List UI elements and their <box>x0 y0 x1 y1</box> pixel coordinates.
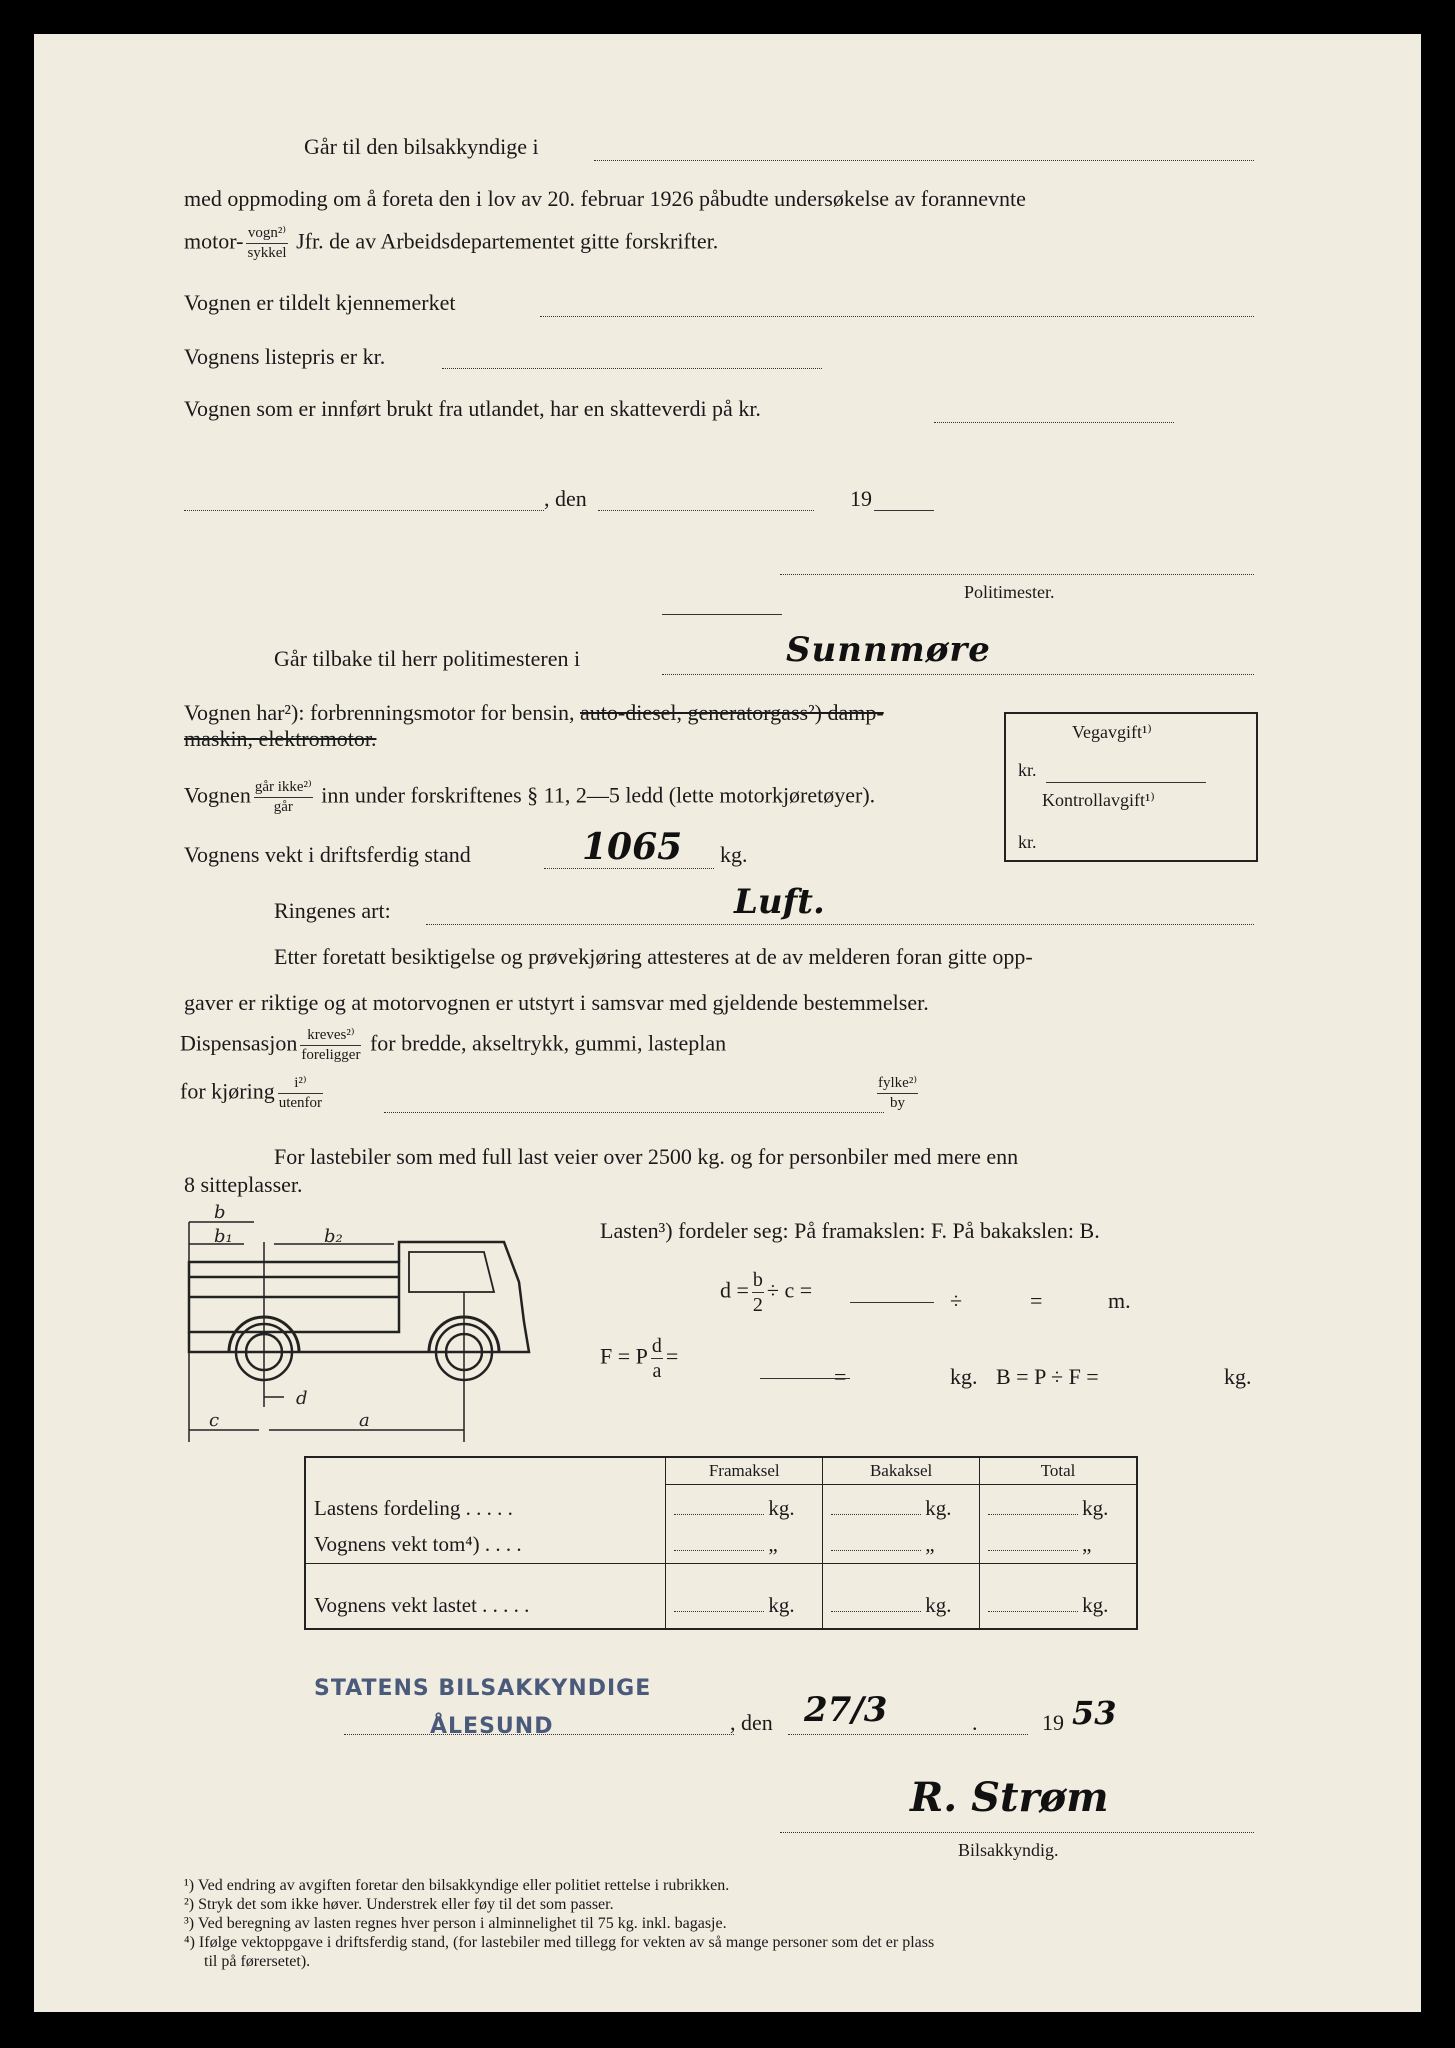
police-place-field[interactable] <box>184 510 544 511</box>
diagram-label-a: a <box>359 1410 370 1431</box>
cell-unit: kg. <box>1082 1593 1109 1617</box>
diagram-label-b2: b₂ <box>324 1226 343 1247</box>
dispensasjon-prefix: Dispensasjon <box>180 1030 298 1056</box>
d-eq: = <box>1030 1288 1043 1313</box>
tires-label: Ringenes art: <box>274 898 391 923</box>
f-eq1: = <box>665 1343 679 1369</box>
d-frac-top: b <box>752 1269 763 1291</box>
kjoring-fraction <box>278 1076 323 1111</box>
weight-value-handwritten: 1065 <box>582 826 683 868</box>
f-frac-bottom: a <box>652 1360 662 1382</box>
row-label: Lastens fordeling . . . . . <box>314 1496 513 1520</box>
weight-field[interactable] <box>544 868 714 869</box>
lasten-line: Lasten³) fordeler seg: På framakslen: F. På bakakslen: B. <box>600 1218 1100 1243</box>
form-page <box>34 34 1421 2012</box>
d-mid: ÷ c = <box>766 1277 813 1303</box>
regulations-reference: Jfr. de av Arbeidsdepartementet gitte forskrifter. <box>296 228 719 254</box>
load-distribution-table <box>304 1456 1138 1630</box>
kjoring-prefix: for kjøring <box>180 1078 275 1104</box>
header-line-2: med oppmoding om å foreta den i lov av 20. februar 1926 påbudte undersøkelse av forannevnte <box>184 186 1026 211</box>
date-dot: . <box>972 1710 978 1735</box>
kontrollavgift-label: Kontrollavgift¹⁾ <box>1042 790 1155 810</box>
b-unit: kg. <box>1224 1364 1252 1389</box>
skatteverdi-field[interactable] <box>934 422 1174 423</box>
cell-field[interactable] <box>831 1532 921 1551</box>
fraction-bottom: sykkel <box>247 245 287 261</box>
header-bakaksel: Bakaksel <box>823 1457 980 1485</box>
cell-field[interactable] <box>831 1593 921 1612</box>
f-frac-top: d <box>651 1335 662 1357</box>
table-row <box>305 1521 1137 1564</box>
diagram-label-b1: b₁ <box>214 1226 233 1247</box>
section-divider <box>662 614 782 615</box>
police-den-label: , den <box>544 486 587 511</box>
fylke-label: fylke²⁾ <box>877 1076 918 1094</box>
gar-fraction-top: går ikke²⁾ <box>254 780 313 798</box>
dispensasjon-suffix: for bredde, akseltrykk, gummi, lasteplan <box>369 1030 727 1056</box>
diagram-label-c: c <box>209 1410 220 1431</box>
date-den: , den <box>730 1710 773 1735</box>
bilsakkyndig-signature-line[interactable] <box>780 1832 1254 1833</box>
date-year-prefix: 19 <box>1042 1710 1064 1735</box>
cell-field[interactable] <box>674 1532 764 1551</box>
stamp-line-1: STATENS BILSAKKYNDIGE <box>314 1676 652 1701</box>
lastebiler-line-1: For lastebiler som med full last veier over 2500 kg. og for personbiler med mere enn <box>274 1144 1019 1169</box>
footnote-1: ¹) Ved endring av avgiften foretar den bilsakkyndige eller politiet rettelse i rubrikken. <box>184 1877 730 1894</box>
cell-unit: kg. <box>925 1496 952 1520</box>
kjoring-fraction-top: i²⁾ <box>278 1076 323 1094</box>
row-label: Vognens vekt lastet . . . . . <box>314 1593 530 1617</box>
motor-prefix: motor- <box>184 228 244 254</box>
gar-fraction-bottom: går <box>273 799 293 815</box>
skatteverdi-label: Vognen som er innført brukt fra utlandet, har en skatteverdi på kr. <box>184 396 761 421</box>
kontrollavgift-kr: kr. <box>1018 832 1037 852</box>
cell-field[interactable] <box>674 1496 764 1515</box>
motor-struck-text-1: auto-diesel, generatorgass²) damp- <box>580 700 884 725</box>
attest-line-2: gaver er riktige og at motorvognen er utstyrt i samsvar med gjeldende bestemmelser. <box>184 990 929 1015</box>
f-formula <box>600 1336 678 1381</box>
dispensasjon-line <box>180 1028 726 1063</box>
vognen-gar-line <box>184 780 875 815</box>
kjennemerke-label: Vognen er tildelt kjennemerket <box>184 290 456 315</box>
cell-field[interactable] <box>674 1593 764 1612</box>
kjoring-field[interactable] <box>384 1112 884 1113</box>
d-unit: m. <box>1108 1288 1131 1313</box>
politimester-label: Politimester. <box>964 582 1055 602</box>
d-frac-bottom: 2 <box>752 1294 763 1316</box>
vegavgift-field[interactable] <box>1046 782 1206 783</box>
kjoring-fraction-bottom: utenfor <box>278 1095 323 1111</box>
vognen-gar-prefix: Vognen <box>184 782 251 808</box>
stamp-line-2: ÅLESUND <box>430 1714 554 1739</box>
bilsakkyndig-label: Bilsakkyndig. <box>958 1840 1059 1860</box>
d-value-1-field[interactable] <box>850 1302 934 1303</box>
cell-unit: kg. <box>768 1496 795 1520</box>
lastebiler-line-2: 8 sitteplasser. <box>184 1172 303 1197</box>
vogn-sykkel-fraction <box>246 226 287 261</box>
f-unit: kg. <box>950 1364 978 1389</box>
date-handwritten: 27/3 <box>804 1690 888 1730</box>
signature-handwritten: R. Strøm <box>910 1774 1109 1821</box>
footnote-2: ²) Stryk det som ikke høver. Understrek eller føy til det som passer. <box>184 1896 614 1913</box>
weight-label: Vognens vekt i driftsferdig stand <box>184 842 471 867</box>
d-formula <box>720 1270 812 1315</box>
vegavgift-label: Vegavgift¹⁾ <box>1072 722 1152 742</box>
header-line-3 <box>184 226 718 261</box>
weight-unit: kg. <box>720 842 748 867</box>
listepris-field[interactable] <box>442 368 822 369</box>
dispensasjon-fraction-top: kreves²⁾ <box>300 1028 361 1046</box>
cell-unit: „ <box>768 1532 778 1556</box>
fraction-top: vogn²⁾ <box>246 226 287 244</box>
tires-value-handwritten: Luft. <box>734 882 825 922</box>
return-place-field[interactable] <box>662 674 1254 675</box>
motor-struck-text-2: maskin, elektromotor. <box>184 726 377 751</box>
truck-diagram <box>184 1202 604 1452</box>
attest-line-1: Etter foretatt besiktigelse og prøvekjøring attesteres at de av melderen foran gitte opp- <box>274 944 1033 969</box>
diagram-label-d: d <box>296 1388 308 1409</box>
table-row <box>305 1485 1137 1522</box>
f-prefix: F = P <box>600 1343 648 1369</box>
return-line: Går tilbake til herr politimesteren i <box>274 646 581 671</box>
header-line-1: Går til den bilsakkyndige i <box>304 134 539 159</box>
kjoring-line <box>180 1076 326 1111</box>
table-row <box>305 1564 1137 1630</box>
date-year-handwritten: 53 <box>1072 1694 1117 1732</box>
d-prefix: d = <box>720 1277 749 1303</box>
f-eq2: = <box>834 1364 847 1389</box>
vognen-gar-suffix: inn under forskriftenes § 11, 2—5 ledd (lette motorkjøretøyer). <box>321 782 876 808</box>
dispensasjon-fraction <box>300 1028 361 1063</box>
listepris-label: Vognens listepris er kr. <box>184 344 386 369</box>
cell-unit: „ <box>1082 1532 1092 1556</box>
motor-line-1 <box>184 700 884 726</box>
fee-box <box>1004 712 1258 862</box>
footnote-4: ⁴) Ifølge vektoppgave i driftsferdig stand, (for lastebiler med tillegg for vekten av så mange personer som det er plass <box>184 1934 935 1951</box>
inspector-place-sign-field[interactable] <box>344 1734 734 1735</box>
row-label: Vognens vekt tom⁴) . . . . <box>314 1532 522 1556</box>
cell-field[interactable] <box>988 1532 1078 1551</box>
tires-field[interactable] <box>426 924 1254 925</box>
police-year-prefix: 19 <box>850 486 872 511</box>
cell-unit: kg. <box>925 1593 952 1617</box>
police-year-field[interactable] <box>874 510 934 511</box>
cell-field[interactable] <box>988 1496 1078 1515</box>
fylke-by-fraction <box>874 1076 921 1111</box>
handwritten-place: Sunnmøre <box>786 630 991 670</box>
cell-unit: kg. <box>1082 1496 1109 1520</box>
cell-unit: kg. <box>768 1593 795 1617</box>
vegavgift-kr: kr. <box>1018 760 1037 780</box>
diagram-label-b: b <box>214 1202 226 1223</box>
footnote-4-continued: til på førersetet). <box>204 1953 311 1970</box>
cell-unit: „ <box>925 1532 935 1556</box>
footnote-3: ³) Ved beregning av lasten regnes hver person i alminnelighet til 75 kg. inkl. bagasje. <box>184 1915 727 1932</box>
politimester-signature-line[interactable] <box>780 574 1254 575</box>
b-formula: B = P ÷ F = <box>996 1364 1099 1389</box>
by-label: by <box>890 1095 905 1111</box>
motor-prefix-text: Vognen har²): forbrenningsmotor for bensin, <box>184 700 575 725</box>
cell-field[interactable] <box>988 1593 1078 1612</box>
dispensasjon-fraction-bottom: foreligger <box>301 1047 361 1063</box>
inspector-place-field[interactable] <box>594 160 1254 161</box>
kjennemerke-field[interactable] <box>540 316 1254 317</box>
date-field[interactable] <box>788 1734 1028 1735</box>
header-framaksel: Framaksel <box>666 1457 823 1485</box>
police-date-field[interactable] <box>598 510 814 511</box>
d-div: ÷ <box>950 1288 963 1313</box>
header-total: Total <box>980 1457 1137 1485</box>
gar-fraction <box>254 780 313 815</box>
cell-field[interactable] <box>831 1496 921 1515</box>
